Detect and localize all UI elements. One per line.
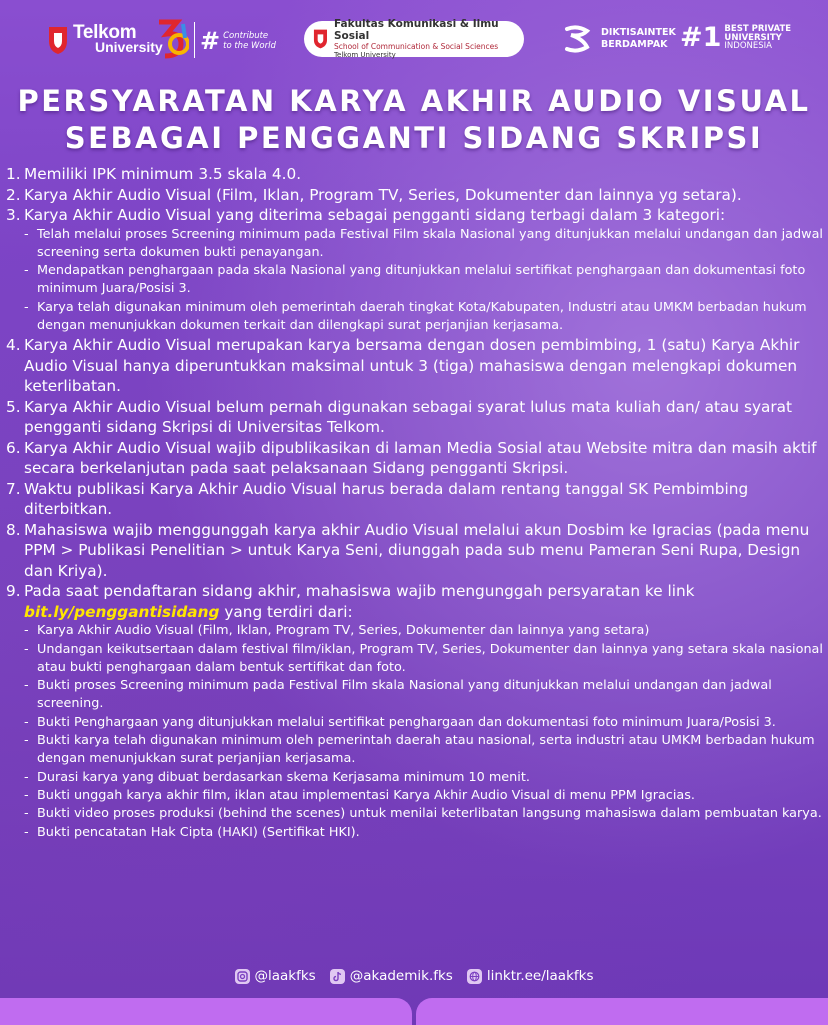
sub-item (6, 641, 824, 678)
requirements-list (6, 164, 824, 842)
best-line2: UNIVERSITY (724, 32, 782, 43)
dash: - (24, 733, 29, 749)
tiktok-link[interactable] (330, 968, 453, 984)
bottom-bar-left (0, 998, 412, 1025)
sub-item (6, 732, 824, 769)
item-number: 6. (6, 438, 21, 457)
sub-item (6, 769, 824, 787)
diktisaintek-emblem-icon (561, 23, 593, 55)
sub-item (6, 824, 824, 842)
item-text: Waktu publikasi Karya Akhir Audio Visual harus berada dalam rentang tanggal SK Pembimbing diterbitkan. (24, 479, 749, 519)
list-item (6, 335, 824, 397)
list-item (6, 438, 824, 479)
best-line1: BEST PRIVATE (724, 24, 792, 35)
item-text: Karya Akhir Audio Visual wajib dipublikasikan di laman Media Sosial atau Website mitra dan masih aktif secara berkelanjutan pada saat pelaksanaan Sidang pengganti Skripsi. (24, 438, 817, 478)
dash: - (24, 678, 29, 694)
sub-item (6, 262, 824, 299)
list-item (6, 479, 824, 520)
linktree-link[interactable] (467, 968, 594, 984)
list-item (6, 397, 824, 438)
sub-item (6, 787, 824, 805)
list-item (6, 164, 824, 185)
dikti-line1: DIKTISAINTEK (601, 27, 676, 38)
sub-item-text: Bukti pencatatan Hak Cipta (HAKI) (Sertifikat HKI). (37, 824, 360, 840)
item-number: 1. (6, 165, 21, 183)
sub-item-text: Karya Akhir Audio Visual (Film, Iklan, Program TV, Series, Dokumenter dan lainnya yang setara) (37, 623, 650, 639)
list-item (6, 205, 824, 226)
header-logos (0, 0, 828, 80)
item-number: 8. (6, 520, 21, 539)
sub-item (6, 714, 824, 732)
telkom-line2: University (95, 39, 163, 55)
item-text: Karya Akhir Audio Visual yang diterima sebagai pengganti sidang terbagi dalam 3 kategori: (24, 206, 726, 224)
list-item (6, 520, 824, 582)
penggantisidang-link[interactable]: bit.ly/penggantisidang (24, 602, 220, 621)
dash: - (24, 226, 29, 242)
item-number: 7. (6, 479, 21, 498)
sub-item-text: Undangan keikutsertaan dalam festival film/iklan, Program TV, Series, Dokumenter dan lainnya yang setara skala nasional atau bukti penghargaan dalam bentuk sertifikat dan foto. (37, 641, 823, 675)
sub-item (6, 299, 824, 336)
sub-item-text: Bukti video proses produksi (behind the scenes) untuk menilai keterlibatan langsung mahasiswa dalam pembuatan karya. (37, 806, 822, 822)
bottom-bar-right (416, 998, 828, 1025)
sub-item-text: Telah melalui proses Screening minimum pada Festival Film skala Nasional yang ditunjukkan melalui undangan dan jadwal screening serta dokumen bukti penayangan. (37, 226, 823, 260)
sub-item (6, 622, 824, 640)
dash: - (24, 714, 29, 730)
telkom-line1: Telkom (73, 22, 137, 43)
diktisaintek-logo (561, 23, 676, 55)
item-number: 9. (6, 582, 21, 601)
sub-item (6, 677, 824, 714)
tiktok-handle[interactable]: @akademik.fks (349, 968, 453, 984)
dash: - (24, 263, 29, 279)
dash: - (24, 806, 29, 822)
dash: - (24, 623, 29, 639)
instagram-icon (235, 969, 250, 984)
sub-item-text: Karya telah digunakan minimum oleh pemerintah daerah tingkat Kota/Kabupaten, Industri atau UMKM berbadan hukum dengan menunjukkan dokumen terkait dan dilengkapi surat perjanjian kerjasama. (37, 299, 807, 333)
item-number: 3. (6, 206, 21, 224)
title-line2: SEBAGAI PENGGANTI SIDANG SKRIPSI (64, 121, 764, 155)
contribute-line1: Contribute (223, 31, 269, 41)
item-text: Karya Akhir Audio Visual merupakan karya bersama dengan dosen pembimbing, 1 (satu) Karya Akhir Audio Visual hanya diperuntukkan maksimal untuk 3 (tiga) mahasiswa dengan melengkapi dokumen keterlibatan. (24, 336, 800, 396)
sub-item (6, 226, 824, 263)
title-line1: PERSYARATAN KARYA AKHIR AUDIO VISUAL (17, 84, 811, 118)
sub-item-text: Bukti karya telah digunakan minimum oleh pemerintah daerah atau nasional, serta industri atau UMKM berbadan hukum dengan menunjukkan surat perjanjian kerjasama. (37, 733, 815, 767)
item-text: Mahasiswa wajib menggunggah karya akhir Audio Visual melalui akun Dosbim ke Igracias (pada menu PPM > Publikasi Penelitian > untuk Karya Seni, diunggah pada sub menu Pameran Seni Rupa, Design dan Kriya). (24, 520, 810, 580)
fks-line2: School of Communication & Social Sciences (333, 42, 499, 51)
best-hash: #1 (680, 22, 722, 53)
item-text-after: yang terdiri dari: (219, 602, 353, 621)
sub-item-text: Bukti proses Screening minimum pada Festival Film skala Nasional yang ditunjukkan melalui undangan dan jadwal screening. (37, 678, 772, 712)
fks-shield-icon (313, 28, 328, 50)
contribute-hash: # (200, 27, 221, 55)
item-number: 4. (6, 336, 21, 355)
dash: - (24, 769, 29, 785)
telkom-university-logo (47, 20, 163, 60)
item-number: 2. (6, 185, 21, 204)
sub-item-text: Bukti unggah karya akhir film, iklan atau implementasi Karya Akhir Audio Visual di menu PPM Igracias. (37, 787, 695, 803)
anniversary-35-icon (155, 18, 189, 60)
item-text: Karya Akhir Audio Visual belum pernah digunakan sebagai syarat lulus mata kuliah dan/ atau syarat pengganti sidang Skripsi di Universitas Telkom. (24, 397, 793, 437)
dash: - (24, 299, 29, 315)
dash: - (24, 824, 29, 840)
dash: - (24, 641, 29, 657)
fks-faculty-badge (304, 18, 524, 59)
sub-item-text: Bukti Penghargaan yang ditunjukkan melalui sertifikat penghargaan dan dokumentasi foto minimum Juara/Posisi 3. (37, 714, 776, 730)
telkom-shield-icon (47, 25, 69, 55)
contribute-tagline (200, 27, 276, 55)
item-text: Karya Akhir Audio Visual (Film, Iklan, Program TV, Series, Dokumenter dan lainnya yg setara). (24, 185, 742, 204)
fks-line1: Fakultas Komunikasi & Ilmu Sosial (333, 18, 499, 42)
list-item (6, 581, 824, 622)
item-number: 5. (6, 397, 21, 416)
item-text: Pada saat pendaftaran sidang akhir, mahasiswa wajib mengunggah persyaratan ke link (24, 582, 695, 601)
globe-icon (467, 969, 482, 984)
best-private-university-badge (680, 24, 791, 52)
item-text: Memiliki IPK minimum 3.5 skala 4.0. (24, 165, 302, 183)
website-url[interactable]: linktr.ee/laakfks (486, 968, 594, 984)
dash: - (24, 787, 29, 803)
sub-item-text: Durasi karya yang dibuat berdasarkan skema Kerjasama minimum 10 menit. (37, 769, 530, 785)
header-divider (194, 22, 195, 58)
dikti-line2: BERDAMPAK (601, 39, 668, 50)
instagram-link[interactable] (235, 968, 316, 984)
instagram-handle[interactable]: @laakfks (254, 968, 316, 984)
best-line3: INDONESIA (724, 41, 772, 52)
contribute-line2: to the World (223, 41, 276, 51)
page-title (0, 83, 828, 157)
sub-item-text: Mendapatkan penghargaan pada skala Nasional yang ditunjukkan melalui sertifikat penghargaan dan dokumentasi foto minimum Juara/Posisi 3. (37, 263, 806, 297)
fks-line3: Telkom University (333, 51, 396, 59)
list-item (6, 185, 824, 206)
social-footer (0, 968, 828, 984)
sub-item (6, 805, 824, 823)
tiktok-icon (330, 969, 345, 984)
